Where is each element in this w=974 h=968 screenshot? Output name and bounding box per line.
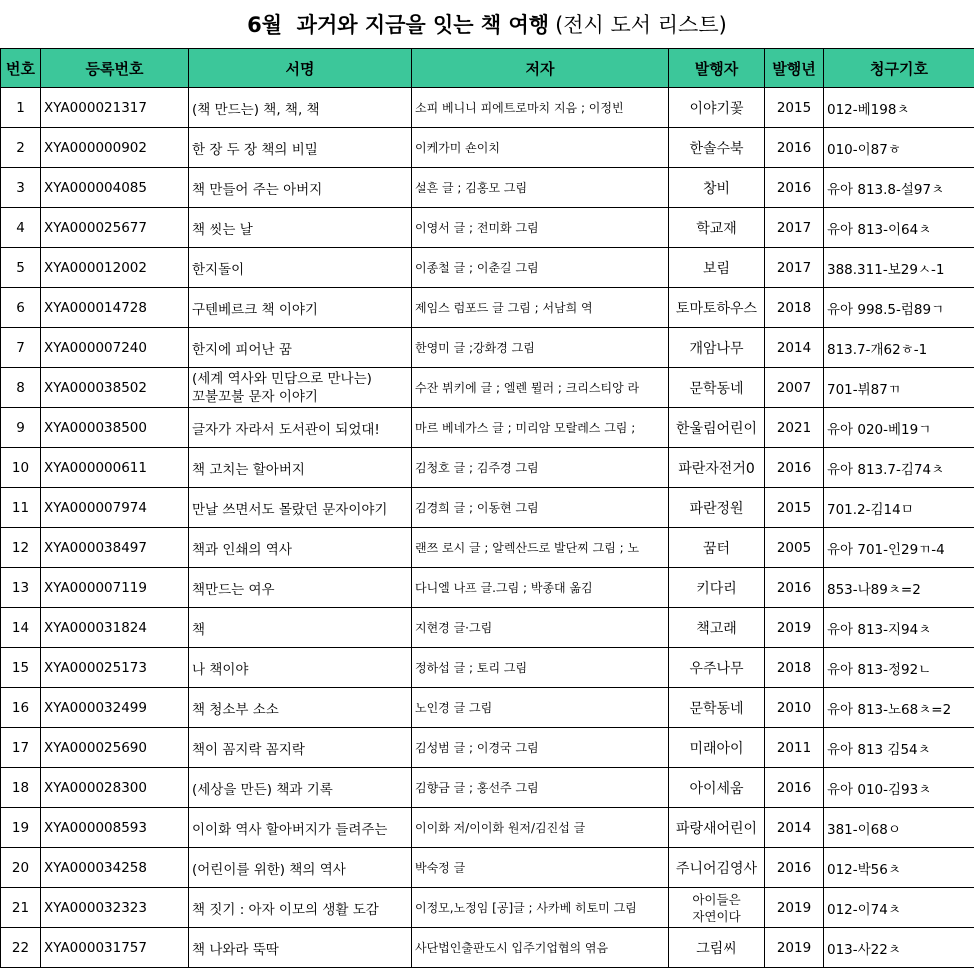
- cell-publisher: 아이세움: [669, 768, 765, 808]
- col-header-year: 발행년: [765, 49, 824, 88]
- table-row: [1, 328, 974, 368]
- table-row: [1, 808, 974, 848]
- cell-call-number: 유아 813-노68ㅊ=2: [824, 688, 974, 728]
- cell-number: 16: [1, 688, 41, 728]
- page-title-sub: (전시 도서 리스트): [555, 9, 727, 39]
- cell-author: 김청호 글 ; 김주경 그림: [412, 448, 669, 488]
- cell-number: 21: [1, 888, 41, 928]
- cell-year: 2019: [765, 608, 824, 648]
- col-header-call-number: 청구기호: [824, 49, 974, 88]
- cell-title: 글자가 자라서 도서관이 되었대!: [189, 408, 412, 448]
- cell-number: 4: [1, 208, 41, 248]
- table-row: [1, 288, 974, 328]
- cell-number: 6: [1, 288, 41, 328]
- cell-author: 이이화 저/이이화 원저/김진섭 글: [412, 808, 669, 848]
- table-row: [1, 248, 974, 288]
- cell-call-number: 010-이87ㅎ: [824, 128, 974, 168]
- cell-title: 책 나와라 뚝딱: [189, 928, 412, 968]
- table-row: [1, 168, 974, 208]
- cell-publisher-line: 자연이다: [669, 908, 764, 925]
- cell-year: 2016: [765, 168, 824, 208]
- cell-title: 책이 꼼지락 꼼지락: [189, 728, 412, 768]
- cell-call-number: 701-뷔87ㄲ: [824, 368, 974, 408]
- table-row: [1, 528, 974, 568]
- cell-number: 19: [1, 808, 41, 848]
- cell-title: 만날 쓰면서도 몰랐던 문자이야기: [189, 488, 412, 528]
- cell-publisher: 학교재: [669, 208, 765, 248]
- cell-number: 22: [1, 928, 41, 968]
- table-row: [1, 128, 974, 168]
- cell-title: 나 책이야: [189, 648, 412, 688]
- cell-publisher: 미래아이: [669, 728, 765, 768]
- cell-number: 11: [1, 488, 41, 528]
- cell-publisher: 한솔수북: [669, 128, 765, 168]
- cell-year: 2018: [765, 288, 824, 328]
- page-title-main: 6월 과거와 지금을 잇는 책 여행: [247, 9, 549, 39]
- cell-title: (세상을 만든) 책과 기록: [189, 768, 412, 808]
- cell-registration: XYA000004085: [41, 168, 189, 208]
- cell-title: 이이화 역사 할아버지가 들려주는: [189, 808, 412, 848]
- cell-call-number: 유아 813-이64ㅊ: [824, 208, 974, 248]
- cell-year: 2017: [765, 248, 824, 288]
- cell-year: 2014: [765, 808, 824, 848]
- cell-year: 2016: [765, 848, 824, 888]
- cell-call-number: 012-이74ㅊ: [824, 888, 974, 928]
- cell-author: 김성범 글 ; 이경국 그림: [412, 728, 669, 768]
- cell-call-number: 유아 813-지94ㅊ: [824, 608, 974, 648]
- cell-number: 1: [1, 88, 41, 128]
- cell-registration: XYA000007119: [41, 568, 189, 608]
- table-row: [1, 448, 974, 488]
- cell-author: 지현경 글·그림: [412, 608, 669, 648]
- page-title: [0, 0, 974, 48]
- cell-call-number: 유아 701-인29ㄲ-4: [824, 528, 974, 568]
- cell-publisher: 보림: [669, 248, 765, 288]
- cell-call-number: 유아 010-김93ㅊ: [824, 768, 974, 808]
- cell-call-number: 381-이68ㅇ: [824, 808, 974, 848]
- table-row: [1, 728, 974, 768]
- cell-call-number: 388.311-보29ㅅ-1: [824, 248, 974, 288]
- cell-year: 2015: [765, 488, 824, 528]
- cell-year: 2005: [765, 528, 824, 568]
- cell-number: 12: [1, 528, 41, 568]
- cell-year: 2007: [765, 368, 824, 408]
- cell-year: 2018: [765, 648, 824, 688]
- cell-call-number: 유아 020-베19ㄱ: [824, 408, 974, 448]
- cell-registration: XYA000007240: [41, 328, 189, 368]
- cell-registration: XYA000025690: [41, 728, 189, 768]
- cell-registration: XYA000021317: [41, 88, 189, 128]
- cell-title: (어린이를 위한) 책의 역사: [189, 848, 412, 888]
- cell-number: 20: [1, 848, 41, 888]
- cell-author: 박숙정 글: [412, 848, 669, 888]
- cell-title: 책: [189, 608, 412, 648]
- table-row: [1, 888, 974, 928]
- table-row: [1, 208, 974, 248]
- cell-registration: XYA000038500: [41, 408, 189, 448]
- cell-year: 2019: [765, 928, 824, 968]
- cell-registration: XYA000031757: [41, 928, 189, 968]
- cell-author: 한영미 글 ;강화경 그림: [412, 328, 669, 368]
- col-header-publisher: 발행자: [669, 49, 765, 88]
- cell-call-number: 012-박56ㅊ: [824, 848, 974, 888]
- cell-registration: XYA000007974: [41, 488, 189, 528]
- cell-call-number: 813.7-개62ㅎ-1: [824, 328, 974, 368]
- cell-author: 수잔 뷔키에 글 ; 엘렌 뮐러 ; 크리스티앙 라: [412, 368, 669, 408]
- cell-call-number: 유아 998.5-럼89ㄱ: [824, 288, 974, 328]
- cell-publisher: 한울림어린이: [669, 408, 765, 448]
- table-row: [1, 848, 974, 888]
- cell-author: 설흔 글 ; 김홍모 그림: [412, 168, 669, 208]
- cell-author: 소피 베니니 피에트로마치 지음 ; 이정빈: [412, 88, 669, 128]
- cell-year: 2017: [765, 208, 824, 248]
- cell-publisher: 키다리: [669, 568, 765, 608]
- cell-publisher: [669, 888, 765, 928]
- table-row: [1, 408, 974, 448]
- cell-author: 이케가미 숀이치: [412, 128, 669, 168]
- table-row: [1, 768, 974, 808]
- cell-publisher: 창비: [669, 168, 765, 208]
- cell-registration: XYA000034258: [41, 848, 189, 888]
- table-row: [1, 648, 974, 688]
- cell-title: 책 고치는 할아버지: [189, 448, 412, 488]
- cell-registration: XYA000038502: [41, 368, 189, 408]
- cell-publisher: 파란정원: [669, 488, 765, 528]
- col-header-number: 번호: [1, 49, 41, 88]
- cell-call-number: 013-사22ㅊ: [824, 928, 974, 968]
- cell-author: 김경희 글 ; 이동현 그림: [412, 488, 669, 528]
- cell-number: 15: [1, 648, 41, 688]
- cell-title: 구텐베르크 책 이야기: [189, 288, 412, 328]
- cell-year: 2016: [765, 128, 824, 168]
- cell-registration: XYA000014728: [41, 288, 189, 328]
- cell-publisher: 책고래: [669, 608, 765, 648]
- cell-registration: XYA000000902: [41, 128, 189, 168]
- cell-author: 김향금 글 ; 홍선주 그림: [412, 768, 669, 808]
- cell-title: 책만드는 여우: [189, 568, 412, 608]
- cell-registration: XYA000008593: [41, 808, 189, 848]
- cell-registration: XYA000031824: [41, 608, 189, 648]
- cell-title: 책 청소부 소소: [189, 688, 412, 728]
- cell-year: 2011: [765, 728, 824, 768]
- cell-author: 이정모,노정임 [공]글 ; 사카베 히토미 그림: [412, 888, 669, 928]
- cell-year: 2019: [765, 888, 824, 928]
- cell-number: 18: [1, 768, 41, 808]
- cell-publisher: 파란자전거0: [669, 448, 765, 488]
- cell-number: 8: [1, 368, 41, 408]
- cell-number: 14: [1, 608, 41, 648]
- cell-author: 사단법인출판도시 입주기업협의 엮음: [412, 928, 669, 968]
- cell-author: 정하섭 글 ; 토리 그림: [412, 648, 669, 688]
- cell-title: 책 씻는 날: [189, 208, 412, 248]
- cell-year: 2016: [765, 448, 824, 488]
- cell-year: 2016: [765, 568, 824, 608]
- cell-number: 17: [1, 728, 41, 768]
- cell-publisher: 문학동네: [669, 368, 765, 408]
- cell-call-number: 유아 813-정92ㄴ: [824, 648, 974, 688]
- col-header-registration: 등록번호: [41, 49, 189, 88]
- cell-title: [189, 368, 412, 408]
- cell-author: 랜쯔 로시 글 ; 알렉산드로 발단찌 그림 ; 노: [412, 528, 669, 568]
- cell-call-number: 853-나89ㅊ=2: [824, 568, 974, 608]
- cell-registration: XYA000032499: [41, 688, 189, 728]
- table-row: [1, 608, 974, 648]
- table-row: [1, 368, 974, 408]
- cell-year: 2016: [765, 768, 824, 808]
- cell-title: 한 장 두 장 책의 비밀: [189, 128, 412, 168]
- cell-registration: XYA000012002: [41, 248, 189, 288]
- cell-author: 이종철 글 ; 이춘길 그림: [412, 248, 669, 288]
- cell-publisher: 우주나무: [669, 648, 765, 688]
- cell-number: 5: [1, 248, 41, 288]
- cell-title: 책 짓기 : 아자 이모의 생활 도감: [189, 888, 412, 928]
- cell-title: 책 만들어 주는 아버지: [189, 168, 412, 208]
- table-row: [1, 88, 974, 128]
- cell-author: 노인경 글 그림: [412, 688, 669, 728]
- cell-author: 제임스 럼포드 글 그림 ; 서남희 역: [412, 288, 669, 328]
- cell-title: 책과 인쇄의 역사: [189, 528, 412, 568]
- cell-call-number: 유아 813.8-설97ㅊ: [824, 168, 974, 208]
- cell-title: (책 만드는) 책, 책, 책: [189, 88, 412, 128]
- cell-publisher: 이야기꽃: [669, 88, 765, 128]
- cell-title-line: (세계 역사와 민담으로 만나는): [192, 370, 411, 388]
- table-row: [1, 568, 974, 608]
- table-row: [1, 928, 974, 968]
- cell-year: 2015: [765, 88, 824, 128]
- cell-registration: XYA000038497: [41, 528, 189, 568]
- cell-number: 13: [1, 568, 41, 608]
- cell-title: 한지에 피어난 꿈: [189, 328, 412, 368]
- col-header-author: 저자: [412, 49, 669, 88]
- cell-registration: XYA000025677: [41, 208, 189, 248]
- cell-number: 7: [1, 328, 41, 368]
- cell-publisher: 꿈터: [669, 528, 765, 568]
- cell-title: 한지돌이: [189, 248, 412, 288]
- cell-title-line: 꼬불꼬불 문자 이야기: [192, 388, 411, 406]
- cell-call-number: 701.2-김14ㅁ: [824, 488, 974, 528]
- cell-number: 3: [1, 168, 41, 208]
- cell-call-number: 유아 813.7-김74ㅊ: [824, 448, 974, 488]
- cell-year: 2021: [765, 408, 824, 448]
- cell-year: 2014: [765, 328, 824, 368]
- table-row: [1, 688, 974, 728]
- cell-number: 10: [1, 448, 41, 488]
- cell-publisher-line: 아이들은: [669, 891, 764, 908]
- book-list-table: [0, 48, 974, 968]
- table-row: [1, 488, 974, 528]
- cell-number: 2: [1, 128, 41, 168]
- cell-publisher: 문학동네: [669, 688, 765, 728]
- cell-author: 다니엘 나프 글.그림 ; 박종대 옮김: [412, 568, 669, 608]
- cell-registration: XYA000032323: [41, 888, 189, 928]
- cell-publisher: 그림씨: [669, 928, 765, 968]
- cell-publisher: 토마토하우스: [669, 288, 765, 328]
- cell-publisher: 개암나무: [669, 328, 765, 368]
- cell-call-number: 012-베198ㅊ: [824, 88, 974, 128]
- col-header-title: 서명: [189, 49, 412, 88]
- cell-author: 이영서 글 ; 전미화 그림: [412, 208, 669, 248]
- cell-registration: XYA000028300: [41, 768, 189, 808]
- cell-author: 마르 베네가스 글 ; 미리암 모랄레스 그림 ;: [412, 408, 669, 448]
- cell-publisher: 주니어김영사: [669, 848, 765, 888]
- cell-registration: XYA000000611: [41, 448, 189, 488]
- cell-registration: XYA000025173: [41, 648, 189, 688]
- cell-number: 9: [1, 408, 41, 448]
- cell-year: 2010: [765, 688, 824, 728]
- table-header-row: [1, 49, 974, 88]
- cell-call-number: 유아 813 김54ㅊ: [824, 728, 974, 768]
- cell-publisher: 파랑새어린이: [669, 808, 765, 848]
